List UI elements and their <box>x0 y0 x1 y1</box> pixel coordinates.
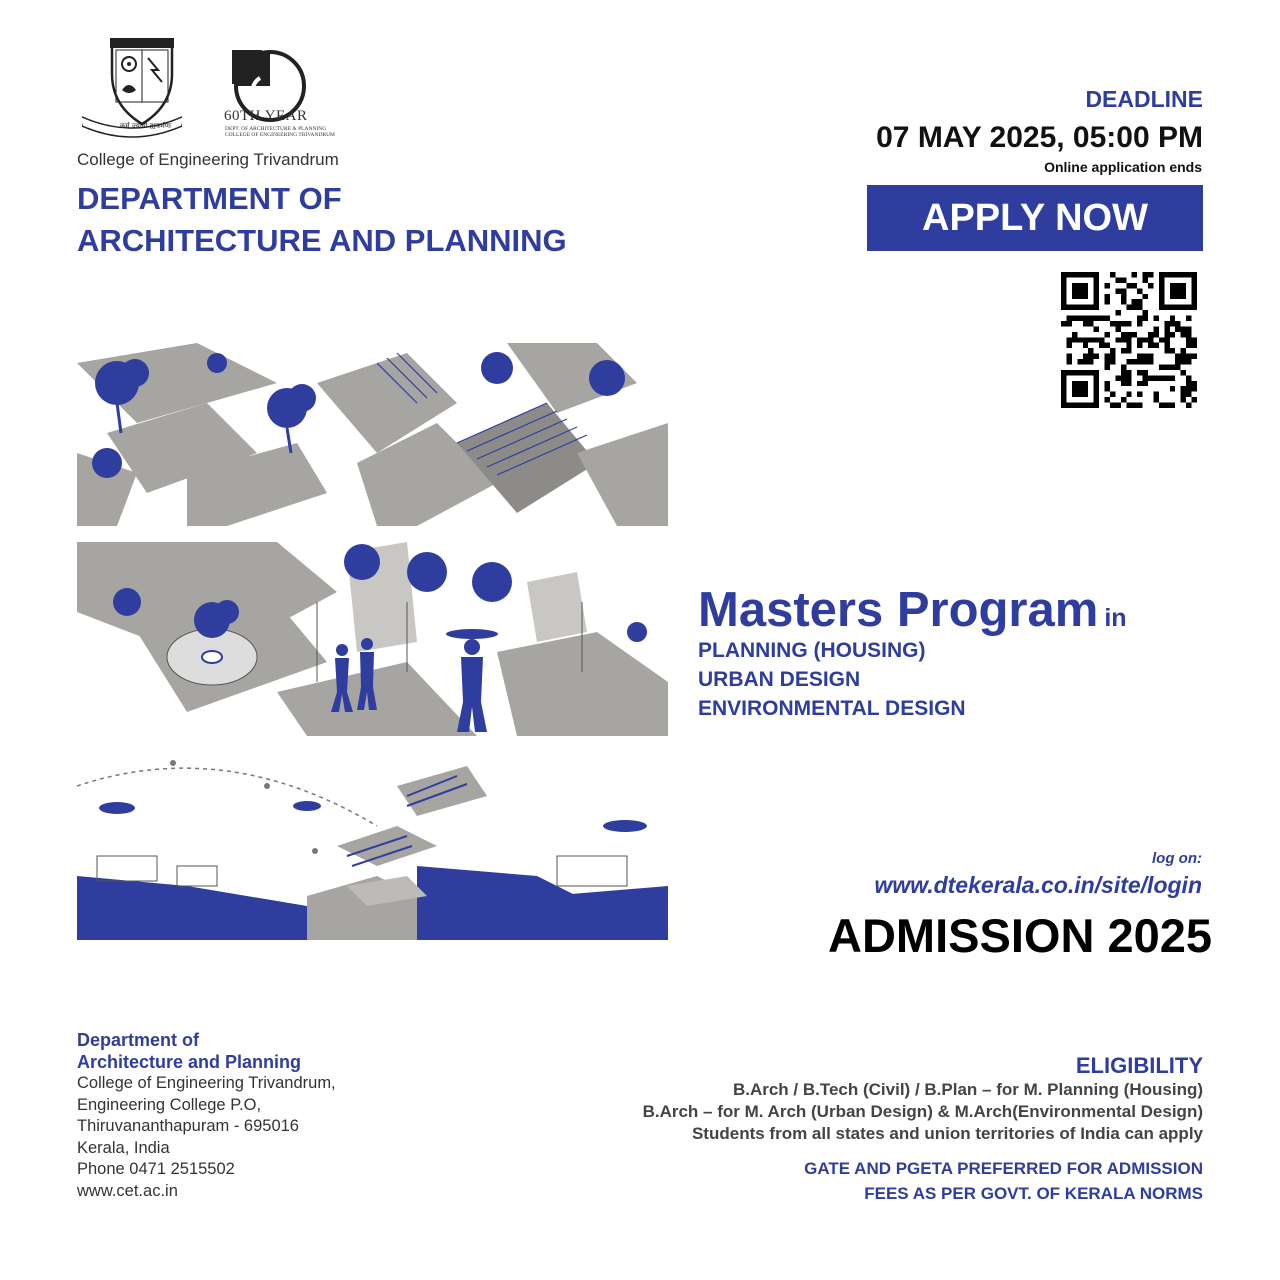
college-motto: कर्म ज्यायो ह्यकर्मणः <box>120 122 172 130</box>
qr-code-icon[interactable] <box>1060 272 1198 408</box>
program-item: ENVIRONMENTAL DESIGN <box>698 697 966 720</box>
eligibility-title: ELIGIBILITY <box>1075 1053 1203 1078</box>
eligibility-item: B.Arch – for M. Arch (Urban Design) & M.Arch(Environmental Design) <box>642 1102 1203 1121</box>
address-line: Engineering College P.O, <box>77 1095 262 1114</box>
eligibility-list <box>643 1079 1203 1145</box>
program-list <box>698 636 966 723</box>
address-line: College of Engineering Trivandrum, <box>77 1074 336 1092</box>
department-title <box>77 178 567 262</box>
illustration-section-landscape <box>77 756 668 940</box>
website-link[interactable]: www.cet.ac.in <box>77 1181 178 1200</box>
department-title-line: DEPARTMENT OF <box>77 181 342 216</box>
address-dept-line: Architecture and Planning <box>77 1051 302 1072</box>
masters-program-title <box>698 582 1127 638</box>
note-item: GATE AND PGETA PREFERRED FOR ADMISSION <box>804 1159 1203 1178</box>
masters-program-in: in <box>1104 604 1127 632</box>
anniversary-label: 60TH YEAR <box>224 108 308 124</box>
address-line: Thiruvananthapuram - 695016 <box>77 1117 299 1135</box>
anniversary-subtitle-line: COLLEGE OF ENGINEERING TRIVANDRUM <box>225 132 335 138</box>
contact-address <box>77 1030 336 1202</box>
illustration-aerial-town <box>77 343 668 526</box>
college-crest-logo <box>82 34 182 138</box>
note-item: FEES AS PER GOVT. OF KERALA NORMS <box>864 1184 1203 1203</box>
program-item: URBAN DESIGN <box>698 668 861 691</box>
illustration-street-scene <box>77 542 668 736</box>
address-dept-line: Department of <box>77 1030 200 1050</box>
eligibility-item: B.Arch / B.Tech (Civil) / B.Plan – for M. Planning (Housing) <box>732 1080 1203 1099</box>
admission-notes <box>804 1156 1203 1206</box>
anniversary-subtitle <box>225 126 335 138</box>
deadline-note: Online application ends <box>1044 159 1202 175</box>
apply-now-button[interactable]: APPLY NOW <box>867 185 1203 251</box>
phone-number: Phone 0471 2515502 <box>77 1160 235 1178</box>
logon-label: log on: <box>1152 850 1202 867</box>
program-item: PLANNING (HOUSING) <box>698 639 926 662</box>
logon-url-link[interactable]: www.dtekerala.co.in/site/login <box>874 872 1202 898</box>
department-title-line: ARCHITECTURE AND PLANNING <box>77 223 567 258</box>
anniversary-subtitle-line: DEPT. OF ARCHITECTURE & PLANNING <box>225 126 327 132</box>
address-line: Kerala, India <box>77 1138 170 1157</box>
masters-program-title-text: Masters Program <box>698 583 1099 637</box>
eligibility-item: Students from all states and union territories of India can apply <box>691 1124 1203 1143</box>
deadline-label: DEADLINE <box>1085 86 1203 112</box>
college-name: College of Engineering Trivandrum <box>77 150 339 169</box>
deadline-date: 07 MAY 2025, 05:00 PM <box>876 121 1203 154</box>
admission-heading: ADMISSION 2025 <box>828 909 1212 962</box>
